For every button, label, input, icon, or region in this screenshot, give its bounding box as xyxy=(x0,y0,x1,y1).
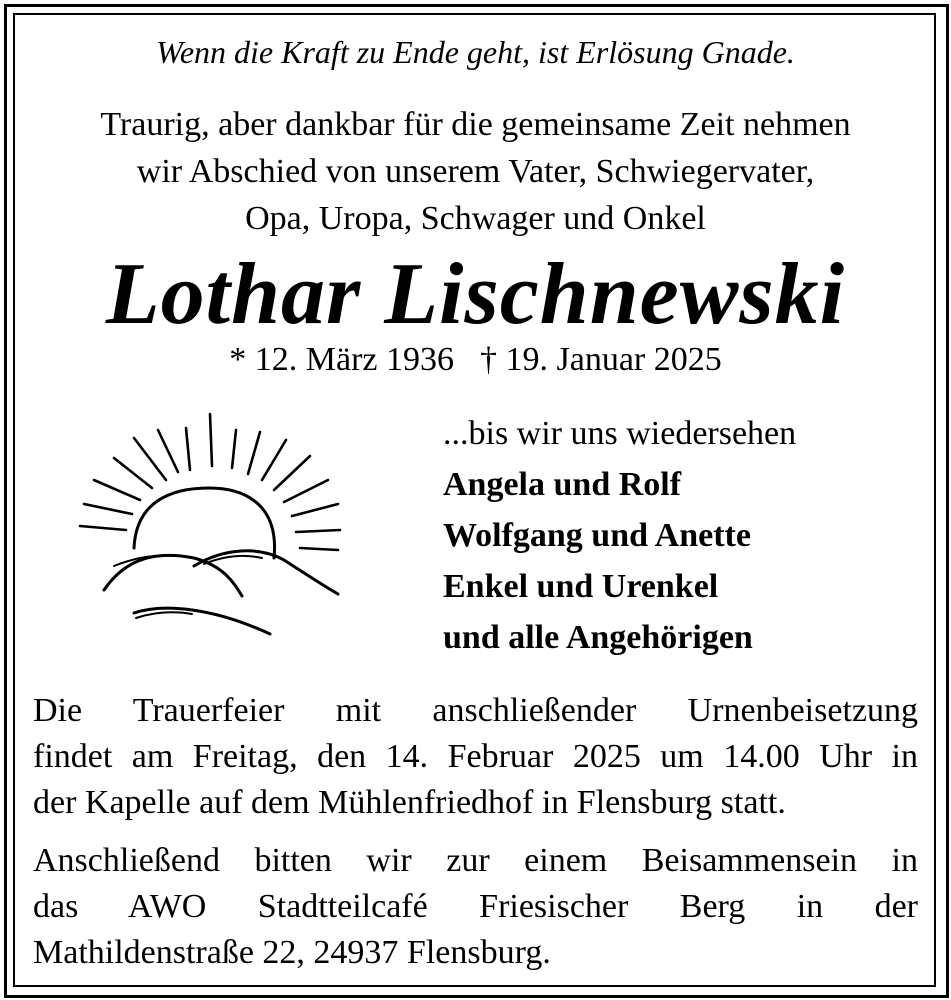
birth-date: * 12. März 1936 xyxy=(229,341,454,378)
ceremony-line: findet am Freitag, den 14. Februar 2025 um 14.00 Uhr in xyxy=(33,738,918,775)
gathering-paragraph xyxy=(33,838,918,976)
intro-line: Opa, Uropa, Schwager und Onkel xyxy=(245,200,706,237)
sunset-over-hills-icon xyxy=(74,408,356,648)
mourners-block xyxy=(443,408,923,663)
motto: Wenn die Kraft zu Ende geht, ist Erlösung Gnade. xyxy=(156,34,795,70)
intro-line: Traurig, aber dankbar für die gemeinsame Zeit nehmen xyxy=(100,106,851,143)
mourner-name: und alle Angehörigen xyxy=(443,619,753,656)
ceremony-paragraph xyxy=(33,688,918,826)
deceased-name: Lothar Lischnewski xyxy=(105,246,846,343)
mourner-name: Enkel und Urenkel xyxy=(443,568,719,605)
mourner-name: Wolfgang und Anette xyxy=(443,517,751,554)
death-date: 19. Januar 2025 xyxy=(505,341,722,378)
gathering-line: das AWO Stadtteilcafé Friesischer Berg in der xyxy=(33,888,918,925)
gathering-line: Mathildenstraße 22, 24937 Flensburg. xyxy=(33,934,551,971)
gathering-line: Anschließend bitten wir zur einem Beisammensein in xyxy=(33,842,918,879)
ceremony-line: Die Trauerfeier mit anschließender Urnenbeisetzung xyxy=(33,692,918,729)
ceremony-line: der Kapelle auf dem Mühlenfriedhof in Flensburg statt. xyxy=(33,784,786,821)
closing-line: ...bis wir uns wiedersehen xyxy=(443,415,797,452)
cross-icon: † xyxy=(480,341,497,378)
life-dates xyxy=(0,339,951,381)
mourner-name: Angela und Rolf xyxy=(443,466,682,503)
intro-line: wir Abschied von unserem Vater, Schwiegervater, xyxy=(136,153,815,190)
intro-text xyxy=(0,101,951,242)
